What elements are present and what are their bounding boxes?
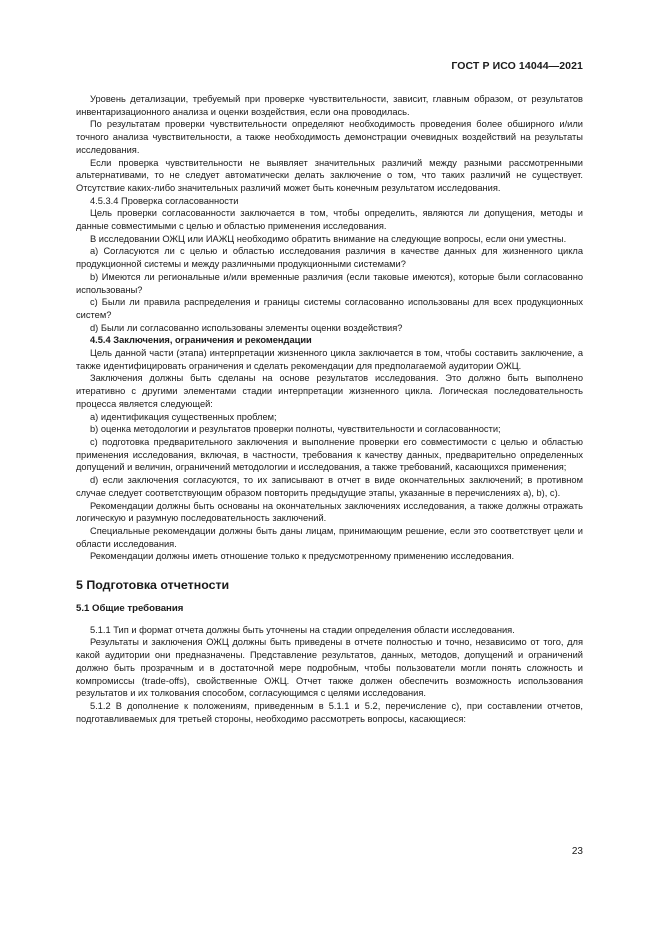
list-item: а) идентификация существенных проблем; xyxy=(90,411,277,422)
paragraph: Рекомендации должны быть основаны на окончательных заключениях исследования, а также должны отражать логическую и разумную последовательность заключений. xyxy=(76,500,583,524)
paragraph: В исследовании ОЖЦ или ИАЖЦ необходимо обратить внимание на следующие вопросы, если они уместны. xyxy=(90,233,567,244)
paragraph: Уровень детализации, требуемый при проверке чувствительности, зависит, главным образом, от результатов инвентаризационного анализа и оценки воздействия, если она проводилась. xyxy=(76,94,583,117)
paragraph: Цель данной части (этапа) интерпретации жизненного цикла заключается в том, чтобы составить заключение, а также идентифицировать ограничения и сделать рекомендации для предполагаемой аудитории ОЖЦ. xyxy=(76,348,583,371)
list-item: c) подготовка предварительного заключения и выполнение проверки его совместимости с целью и областью применения исследования, включая, в частности, требования к качеству данных, предварительно определенных допущений и величин, ограничений методологии и исследования, а также требований, касающихся применения; xyxy=(76,436,583,473)
paragraph: Заключения должны быть сделаны на основе результатов исследования. Это должно быть выполнено итеративно с другими элементами стадии интерпретации жизненного цикла. Логическая последовательность процесса является следующей: xyxy=(76,373,583,409)
list-item: b) оценка методологии и результатов проверки полноты, чувствительности и согласованности; xyxy=(90,424,501,435)
paragraph: Рекомендации должны иметь отношение только к предусмотренному применению исследования. xyxy=(90,551,515,562)
document-body xyxy=(76,93,583,725)
list-item: b) Имеются ли региональные и/или временные различия (если таковые имеются), которые были согласованно использованы? xyxy=(76,271,583,295)
clause-heading: 4.5.3.4 Проверка согласованности xyxy=(90,195,239,206)
section-heading: 5 Подготовка отчетности xyxy=(76,578,230,593)
paragraph: 5.1.2 В дополнение к положениям, приведенным в 5.1.1 и 5.2, перечисление с), при составлении отчетов, подготавливаемых для третьей стороны, необходимо рассмотреть вопросы, касающиеся: xyxy=(76,700,583,724)
page-number: 23 xyxy=(571,846,583,857)
list-item: d) Были ли согласованно использованы элементы оценки воздействия? xyxy=(90,322,403,333)
subclause-heading: 4.5.4 Заключения, ограничения и рекомендации xyxy=(90,335,312,346)
list-item: d) если заключения согласуются, то их записывают в отчет в виде окончательных заключений; в противном случае следует соответствующим образом повторить предыдущие этапы, указанные в перечислениях а), b), c). xyxy=(76,475,583,498)
paragraph: По результатам проверки чувствительности определяют необходимость проведения более обширного и/или точного анализа чувствительности, а также необходимость демонстрации очевидных воздействий на результаты исследования. xyxy=(76,119,583,155)
paragraph: Если проверка чувствительности не выявляет значительных различий между разными рассмотренными альтернативами, то не следует автоматически делать заключение о том, что таких различий не существует. Отсутствие каких-либо значительных различий может быть конечным результатом исследования. xyxy=(76,157,583,193)
paragraph: Специальные рекомендации должны быть даны лицам, принимающим решение, если это соответствует цели и области исследования. xyxy=(76,525,583,549)
document-header-code: ГОСТ Р ИСО 14044—2021 xyxy=(451,60,583,72)
list-item: а) Согласуются ли с целью и областью исследования различия в качестве данных для жизненного цикла продукционной системы и между различными продукционными системами? xyxy=(76,246,583,270)
list-item: c) Были ли правила распределения и границы системы согласованно использованы для всех продукционных систем? xyxy=(76,297,583,320)
paragraph: 5.1.1 Тип и формат отчета должны быть уточнены на стадии определения области исследования. xyxy=(90,624,515,635)
subsection-heading: 5.1 Общие требования xyxy=(76,603,184,615)
paragraph: Результаты и заключения ОЖЦ должны быть приведены в отчете полностью и точно, независимо от того, для какой аудитории они предназначены. Представление результатов, данных, методов, допущений и ограничений должно быть прозрачным и в достаточной мере подробным, чтобы пользователи могли понять сложность и компромиссы (trade-offs), свойственные ОЖЦ. Отчет также должен обеспечить возможность использования результатов и их толкования способом, согласующимся с целями исследования. xyxy=(76,637,583,699)
paragraph: Цель проверки согласованности заключается в том, чтобы определить, являются ли допущения, методы и данные совместимыми с целью и областью применения исследования. xyxy=(76,208,583,232)
